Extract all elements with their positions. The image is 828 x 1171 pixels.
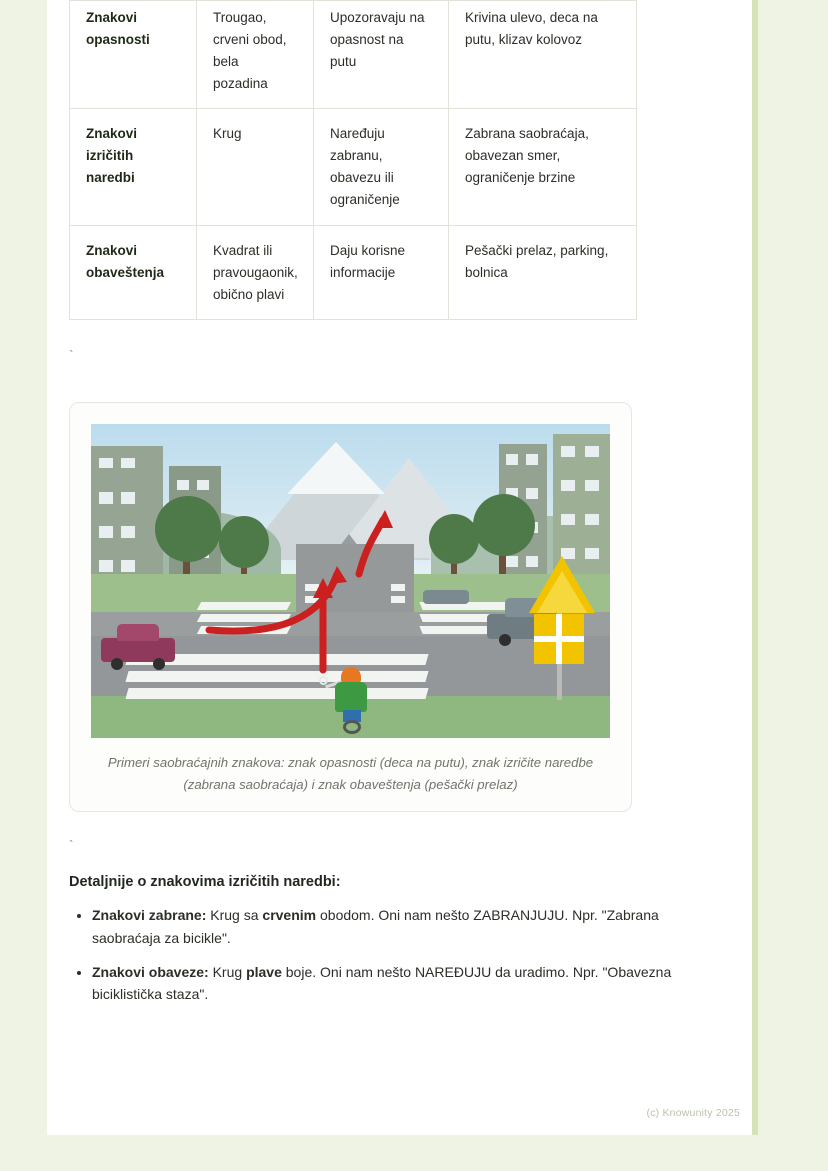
tick-mark-2: ` [69,837,74,854]
figure-caption [91,752,610,795]
cell-shape: Kvadrat ili pravougaonik, obično plavi [197,225,314,320]
list-item [92,904,730,949]
traffic-illustration [91,424,610,738]
cell-examples: Zabrana saobraćaja, obavezan smer, ograničenje brzine [449,109,637,225]
page-right-accent-strip [752,0,758,1135]
cell-shape: Krug [197,109,314,225]
cell-purpose: Naređuju zabranu, obavezu ili ograničenje [314,109,449,225]
cell-examples: Pešački prelaz, parking, bolnica [449,225,637,320]
bullet-text-after: obodom. Oni nam nešto ZABRANJUJU. Npr. "Zabrana saobraćaja za bicikle". [92,907,659,946]
bullet-text-before: Krug [208,963,247,980]
bullet-emphasis: plave [246,963,282,980]
warning-triangle-sign-inner [537,571,587,613]
section-subheading: Detaljnije o znakovima izričitih naredbi: [69,874,341,891]
cyclist-helmet-icon [341,667,361,683]
square-sign-cross-horizontal [534,636,584,642]
figure-card [69,402,632,812]
bullet-text-before: Krug sa [206,907,263,924]
bullet-lead: Znakovi zabrane: [92,907,207,924]
traffic-sign-table [69,0,637,320]
cell-category: Znakovi obaveštenja [70,225,197,320]
sign-notes-list [69,904,730,1006]
list-item [92,961,730,1006]
table-row [70,225,637,320]
table-row [70,1,637,109]
cell-purpose: Daju korisne informacije [314,225,449,320]
table-row [70,109,637,225]
cell-examples: Krivina ulevo, deca na putu, klizav kolovoz [449,1,637,109]
figure-caption-line-1: Primeri saobraćajnih znakova: znak opasnosti (deca na putu), znak izričite [107,755,542,771]
bullet-text-after: boje. Oni nam nešto NAREĐUJU da uradimo. Npr. "Obavezna biciklistička staza". [92,963,672,1003]
document-sheet [47,0,752,1135]
copyright-notice: (c) Knowunity 2025 [646,1107,740,1119]
cell-category: Znakovi opasnosti [70,1,197,109]
tick-mark-1: ` [69,347,74,364]
bullet-lead: Znakovi obaveze: [92,963,209,980]
figure-caption-line-2: naredbe (zabrana saobraćaja) i znak obaveštenja (pešački prelaz) [183,755,594,792]
cyclist-body [335,682,367,712]
bullet-emphasis: crvenim [262,907,317,924]
cell-shape: Trougao, crveni obod, bela pozadina [197,1,314,109]
cell-purpose: Upozoravaju na opasnost na putu [314,1,449,109]
page-bottom-margin [0,1135,828,1171]
cell-category: Znakovi izričitih naredbi [70,109,197,225]
